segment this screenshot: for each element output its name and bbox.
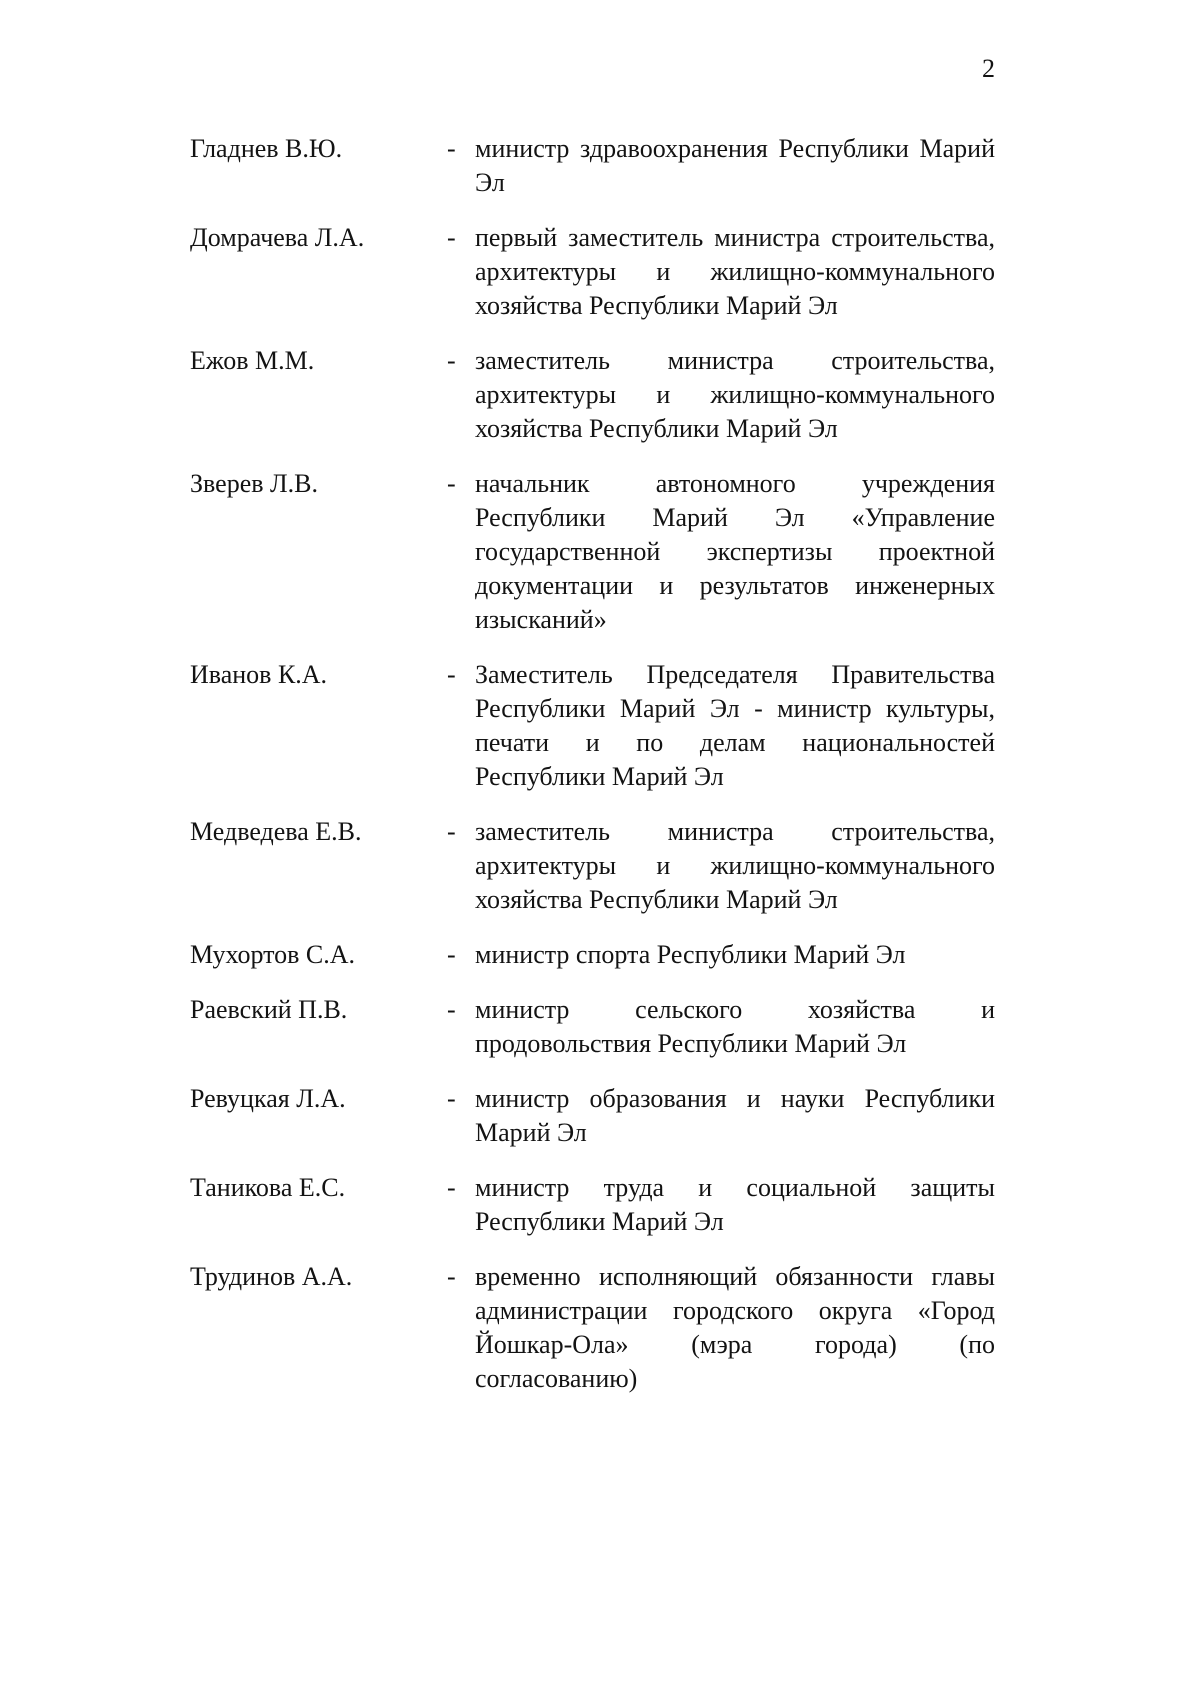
person-name: Мухортов С.А. [190,940,356,969]
position-text: временно исполняющий обязанности главы администрации городского округа «Город Йошкар-Ола» (мэра города) (по согласованию) [475,1262,995,1393]
dash-separator: - [447,1084,456,1113]
person-name: Зверев Л.В. [190,469,318,498]
position-text: заместитель министра строительства, архитектуры и жилищно-коммунального хозяйства Республики Марий Эл [475,817,995,914]
position-text: министр сельского хозяйства и продовольствия Республики Марий Эл [475,995,995,1058]
position-text: заместитель министра строительства, архитектуры и жилищно-коммунального хозяйства Республики Марий Эл [475,346,995,443]
list-item [190,938,995,972]
position-text: министр труда и социальной защиты Республики Марий Эл [475,1173,995,1236]
person-name: Ревуцкая Л.А. [190,1084,346,1113]
person-name: Медведева Е.В. [190,817,362,846]
dash-separator: - [447,469,456,498]
list-item [190,1260,995,1396]
list-item [190,221,995,323]
person-name: Таникова Е.С. [190,1173,346,1202]
person-name: Иванов К.А. [190,660,328,689]
position-text: начальник автономного учреждения Республики Марий Эл «Управление государственной экспертизы проектной документации и результатов инженерных изысканий» [475,469,995,634]
position-text: министр здравоохранения Республики Марий Эл [475,134,995,197]
person-name: Гладнев В.Ю. [190,134,343,163]
list-item [190,467,995,637]
dash-separator: - [447,223,456,252]
position-text: Заместитель Председателя Правительства Республики Марий Эл - министр культуры, печати и по делам национальностей Республики Марий Эл [475,660,995,791]
list-item [190,344,995,446]
dash-separator: - [447,1173,456,1202]
dash-separator: - [447,817,456,846]
page-number: 2 [982,54,995,83]
list-item [190,658,995,794]
position-text: министр образования и науки Республики Марий Эл [475,1084,995,1147]
list-item [190,993,995,1061]
dash-separator: - [447,346,456,375]
dash-separator: - [447,134,456,163]
dash-separator: - [447,1262,456,1291]
entries-list [190,132,995,1396]
dash-separator: - [447,940,456,969]
position-text: министр спорта Республики Марий Эл [475,940,906,969]
list-item [190,1171,995,1239]
dash-separator: - [447,995,456,1024]
list-item [190,132,995,200]
position-text: первый заместитель министра строительства, архитектуры и жилищно-коммунального хозяйства Республики Марий Эл [475,223,995,320]
list-item [190,815,995,917]
person-name: Домрачева Л.А. [190,223,365,252]
list-item [190,1082,995,1150]
person-name: Трудинов А.А. [190,1262,353,1291]
person-name: Раевский П.В. [190,995,348,1024]
dash-separator: - [447,660,456,689]
person-name: Ежов М.М. [190,346,315,375]
